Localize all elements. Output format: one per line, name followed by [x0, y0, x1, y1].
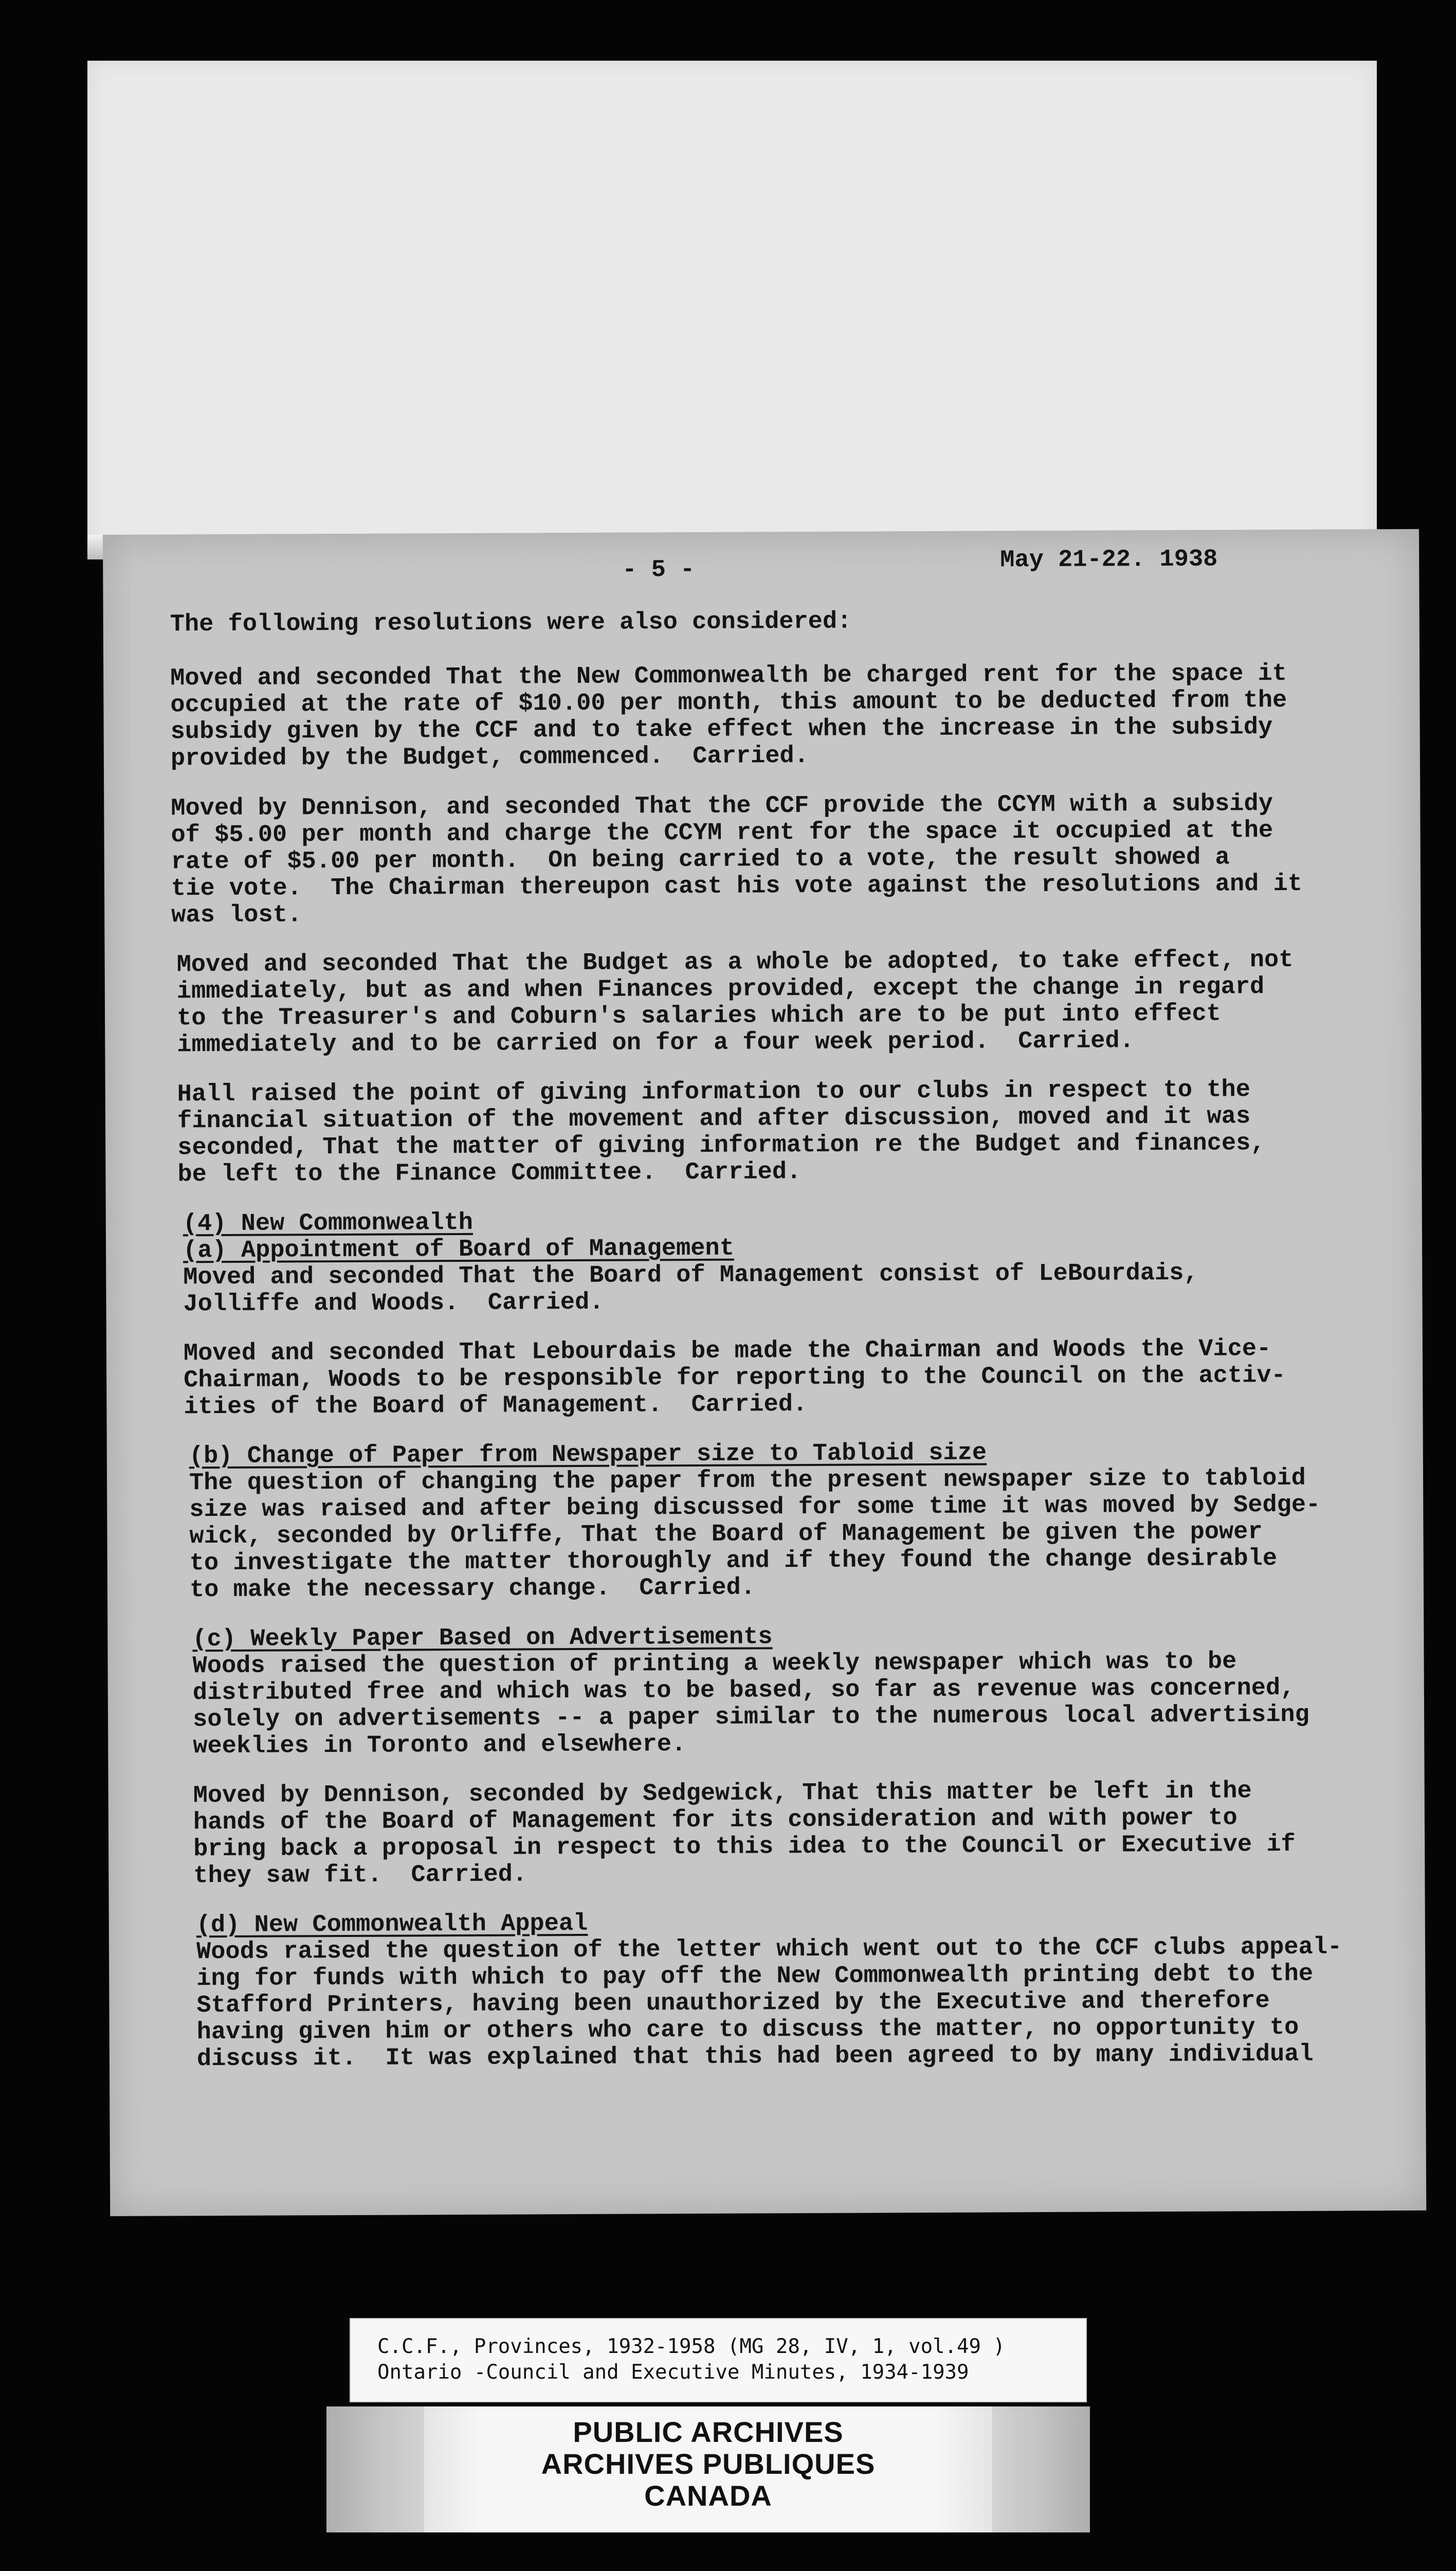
text-line: solely on advertisements -- a paper similar to the numerous local advertising	[192, 1701, 1309, 1734]
text-line: Stafford Printers, having been unauthorized by the Executive and therefore	[196, 1987, 1270, 2020]
text-line: they saw fit. Carried.	[193, 1861, 527, 1890]
text-line: wick, seconded by Orliffe, That the Board of Management be given the power	[189, 1518, 1263, 1551]
page-number: - 5 -	[622, 556, 695, 584]
blank-upper-page	[87, 61, 1377, 554]
stamp-line: ARCHIVES PUBLIQUES	[541, 2448, 876, 2480]
text-line: bring back a proposal in respect to this idea to the Council or Executive if	[193, 1831, 1296, 1863]
text-line: occupied at the rate of $10.00 per month, this amount to be deducted from the	[170, 686, 1287, 719]
text-line: Hall raised the point of giving information to our clubs in respect to the	[177, 1076, 1250, 1109]
text-line: Moved by Dennison, seconded by Sedgewick, That this matter be left in the	[193, 1778, 1252, 1810]
text-line: having given him or others who care to discuss the matter, no opportunity to	[196, 2014, 1299, 2047]
text-line: immediately, but as and when Finances provided, except the change in regard	[176, 973, 1265, 1006]
text-line: to the Treasurer's and Coburn's salaries which are to be put into effect	[176, 1000, 1221, 1033]
text-line: ing for funds with which to pay off the New Commonwealth printing debt to the	[196, 1960, 1314, 1993]
text-line: of $5.00 per month and charge the CCYM rent for the space it occupied at the	[171, 817, 1273, 849]
text-line: Moved and seconded That the Board of Management consist of LeBourdais,	[183, 1259, 1198, 1292]
section-heading: (4) New Commonwealth	[183, 1209, 474, 1238]
archive-reference-label	[350, 2318, 1087, 2402]
text-line: distributed free and which was to be based, so far as revenue was concerned,	[192, 1674, 1295, 1707]
subsection-heading: (a) Appointment of Board of Management	[183, 1235, 734, 1265]
text-line: provided by the Budget, commenced. Carried.	[170, 743, 809, 773]
subsection-heading: (c) Weekly Paper Based on Advertisements	[192, 1623, 773, 1654]
text-line: Moved and seconded That the New Commonwealth be charged rent for the space it	[170, 660, 1287, 693]
text-line: financial situation of the movement and after discussion, moved and it was	[177, 1103, 1251, 1135]
stamp-line: PUBLIC ARCHIVES	[573, 2416, 844, 2448]
public-archives-stamp	[326, 2406, 1090, 2532]
text-line: subsidy given by the CCF and to take effect when the increase in the subsidy	[170, 714, 1273, 746]
text-line: The following resolutions were also considered:	[170, 608, 852, 639]
text-line: Jolliffe and Woods. Carried.	[183, 1289, 604, 1318]
text-line: discuss it. It was explained that this had been agreed to by many individual	[196, 2040, 1314, 2073]
archive-reference-line: C.C.F., Provinces, 1932-1958 (MG 28, IV, 1, vol.49 )	[377, 2335, 1005, 2358]
stamp-line: CANADA	[644, 2479, 772, 2512]
text-line: was lost.	[171, 901, 302, 930]
text-line: be left to the Finance Committee. Carried.	[177, 1158, 802, 1189]
text-line: size was raised and after being discussed for some time it was moved by Sedge-	[189, 1491, 1321, 1524]
text-line: Chairman, Woods to be responsible for reporting to the Council on the activ-	[184, 1362, 1286, 1395]
text-line: to make the necessary change. Carried.	[189, 1574, 756, 1604]
archive-reference-line: Ontario -Council and Executive Minutes, 1934-1939	[377, 2361, 969, 2384]
typed-text	[103, 529, 1426, 2216]
text-line: rate of $5.00 per month. On being carried to a vote, the result showed a	[171, 844, 1230, 876]
subsection-heading: (d) New Commonwealth Appeal	[196, 1910, 588, 1940]
text-line: Moved and seconded That the Budget as a whole be adopted, to take effect, not	[176, 946, 1294, 979]
text-line: Moved and seconded That Lebourdais be made the Chairman and Woods the Vice-	[183, 1335, 1271, 1368]
text-line: ities of the Board of Management. Carried.	[184, 1391, 808, 1421]
text-line: tie vote. The Chairman thereupon cast his vote against the resolutions and it	[171, 870, 1303, 903]
text-line: hands of the Board of Management for its consideration and with power to	[193, 1804, 1237, 1837]
text-line: Woods raised the question of printing a weekly newspaper which was to be	[192, 1648, 1237, 1680]
text-line: Moved by Dennison, and seconded That the CCF provide the CCYM with a subsidy	[171, 790, 1273, 823]
text-line: to investigate the matter thoroughly and if they found the change desirable	[189, 1545, 1278, 1578]
text-line: The question of changing the paper from the present newspaper size to tabloid	[189, 1464, 1306, 1497]
text-line: weeklies in Toronto and elsewhere.	[193, 1731, 686, 1761]
text-line: Woods raised the question of the letter which went out to the CCF clubs appeal-	[196, 1933, 1342, 1966]
typewritten-page	[103, 529, 1426, 2216]
text-line: seconded, That the matter of giving information re the Budget and finances,	[177, 1130, 1265, 1162]
text-line: immediately and to be carried on for a four week period. Carried.	[177, 1027, 1134, 1059]
document-date: May 21-22. 1938	[1000, 546, 1218, 574]
subsection-heading: (b) Change of Paper from Newspaper size to Tabloid size	[189, 1439, 987, 1471]
